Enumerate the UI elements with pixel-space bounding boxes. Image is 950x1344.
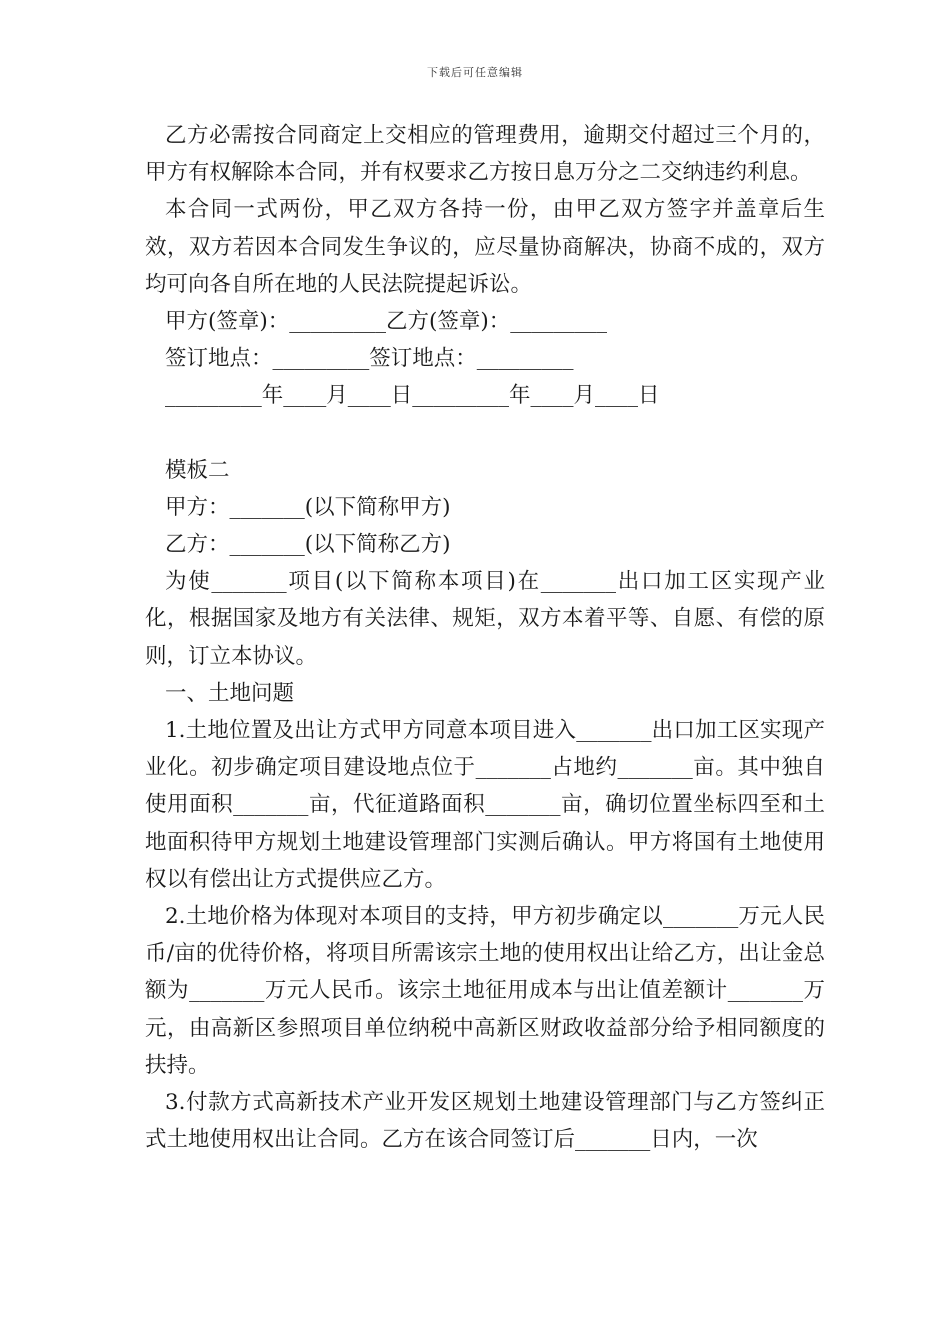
land-price-clause: 2.土地价格为体现对本项目的支持，甲方初步确定以_______万元人民币/亩的优待价格，将项目所需该宗土地的使用权出让给乙方，出让金总额为_______万元人民币。该宗土地征用成本与出让值差额计_______万元，由高新区参照项目单位纳税中高新区财政收益部分给予相同额度的扶持。 (145, 904, 825, 1078)
signing-place-line: 签订地点：_________签订地点：_________ (165, 346, 574, 372)
clause-copies-disputes: 本合同一式两份，甲乙双方各持一份，由甲乙双方签字并盖章后生效，双方若因本合同发生争议的，应尽量协商解决，协商不成的，双方均可向各自所在地的人民法院提起诉讼。 (145, 197, 825, 297)
section-land-heading: 一、土地问题 (165, 680, 295, 706)
party-b-line: 乙方：_______(以下简称乙方) (165, 532, 451, 558)
template-two-title: 模板二 (165, 457, 230, 483)
section-spacer (145, 415, 825, 452)
signature-line: 甲方(签章)：_________乙方(签章)：_________ (165, 309, 608, 335)
party-a-line: 甲方：_______(以下简称甲方) (165, 494, 451, 520)
land-location-clause: 1.土地位置及出让方式甲方同意本项目进入_______出口加工区实现产业化。初步确定项目建设地点位于_______占地约_______亩。其中独自使用面积_______亩，代征道路面积_______亩，确切位置坐标四至和土地面积待甲方规划土地建设管理部门实测后确认。甲方将国有土地使用权以有偿出让方式提供应乙方。 (145, 718, 825, 892)
payment-method-clause: 3.付款方式高新技术产业开发区规划土地建设管理部门与乙方签纠正式土地使用权出让合同。乙方在该合同签订后_______日内，一次 (145, 1090, 825, 1153)
signing-date-line: _________年____月____日_________年____月____日 (165, 383, 660, 409)
page-header-note: 下载后可任意编辑 (427, 66, 523, 79)
document-body (145, 117, 825, 1158)
agreement-intro: 为使_______项目(以下简称本项目)在_______出口加工区实现产业化，根据国家及地方有关法律、规矩，双方本着平等、自愿、有偿的原则，订立本协议。 (145, 569, 825, 669)
clause-late-payment: 乙方必需按合同商定上交相应的管理费用，逾期交付超过三个月的，甲方有权解除本合同，并有权要求乙方按日息万分之二交纳违约利息。 (145, 123, 825, 186)
